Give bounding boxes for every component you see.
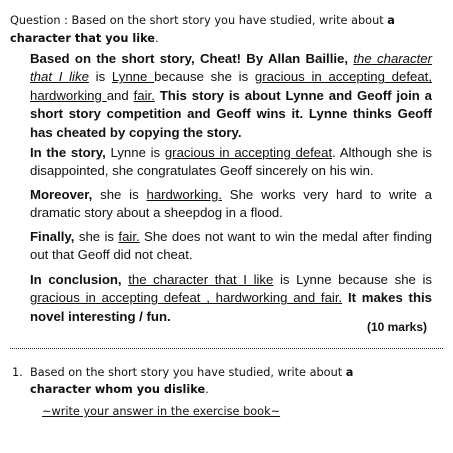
intro-summary: This story is about Lynne and Geoff join a short story competition and Geoff wins it. Lynne thinks Geoff has cheated by copying the story. <box>30 87 433 140</box>
question-prompt <box>10 12 440 48</box>
answer-paragraph-2 <box>30 186 432 223</box>
p3-post: She does not want to win the medal after finding out that Geoff did not cheat. <box>30 229 432 263</box>
intro-lead: Based on the short story, Cheat! By Allan Baillie, <box>30 51 354 66</box>
p1-post: . Although she is disappointed, she congratulates Geoff sincerely on his win. <box>30 145 432 179</box>
question-2-topic: character whom you dislike <box>30 383 206 396</box>
marks-label: (10 marks) <box>366 320 427 334</box>
p2-lead: Moreover, <box>30 187 93 202</box>
intro-because: because she is <box>154 69 255 85</box>
question-2-number: 1. <box>12 366 23 379</box>
answer-paragraph-1 <box>30 144 432 181</box>
p4-mid: is Lynne because she is <box>273 272 432 287</box>
dotted-divider <box>10 348 443 349</box>
intro-trait-1: gracious in accepting defeat, <box>254 69 433 85</box>
p4-character-phrase: the character that I like <box>128 272 274 287</box>
p4-lead: In conclusion, <box>30 272 122 287</box>
answer-paragraph-3 <box>30 228 432 265</box>
p1-lead: In the story, <box>30 145 106 160</box>
intro-trait-2: hardworking <box>30 87 107 103</box>
question-2-end: . <box>205 383 209 396</box>
p3-trait: fair. <box>118 229 140 244</box>
exercise-book-instruction: ~write your answer in the exercise book~ <box>42 405 281 418</box>
intro-and: and <box>106 87 134 103</box>
p4-closing: It makes this novel interesting / fun. <box>30 290 432 324</box>
intro-name: Lynne <box>111 69 155 85</box>
intro-is: is <box>88 69 112 85</box>
p3-pre: she is <box>74 229 119 244</box>
answer-intro-paragraph <box>30 50 432 142</box>
question-topic: a character that you like <box>10 14 395 45</box>
answer-conclusion <box>30 271 432 326</box>
p3-lead: Finally, <box>30 229 75 244</box>
p1-pre: Lynne is <box>105 145 165 160</box>
p2-trait: hardworking. <box>146 187 222 202</box>
intro-character-phrase: the character that I like <box>30 51 432 85</box>
question-prefix: Question : Based on the short story you have studied, write about <box>10 14 388 27</box>
question-2-bold-a: a <box>345 366 354 379</box>
question-2-text: Based on the short story you have studied, write about <box>30 366 346 379</box>
intro-trait-3: fair. <box>133 87 155 103</box>
p4-traits: gracious in accepting defeat , hardworking and fair. <box>30 290 343 306</box>
p2-pre: she is <box>92 187 147 202</box>
p1-trait: gracious in accepting defeat <box>164 145 333 160</box>
question-2 <box>12 364 432 398</box>
p2-post: She works very hard to write a dramatic story about a sheepdog in a flood. <box>30 187 432 221</box>
question-suffix: . <box>154 32 159 45</box>
